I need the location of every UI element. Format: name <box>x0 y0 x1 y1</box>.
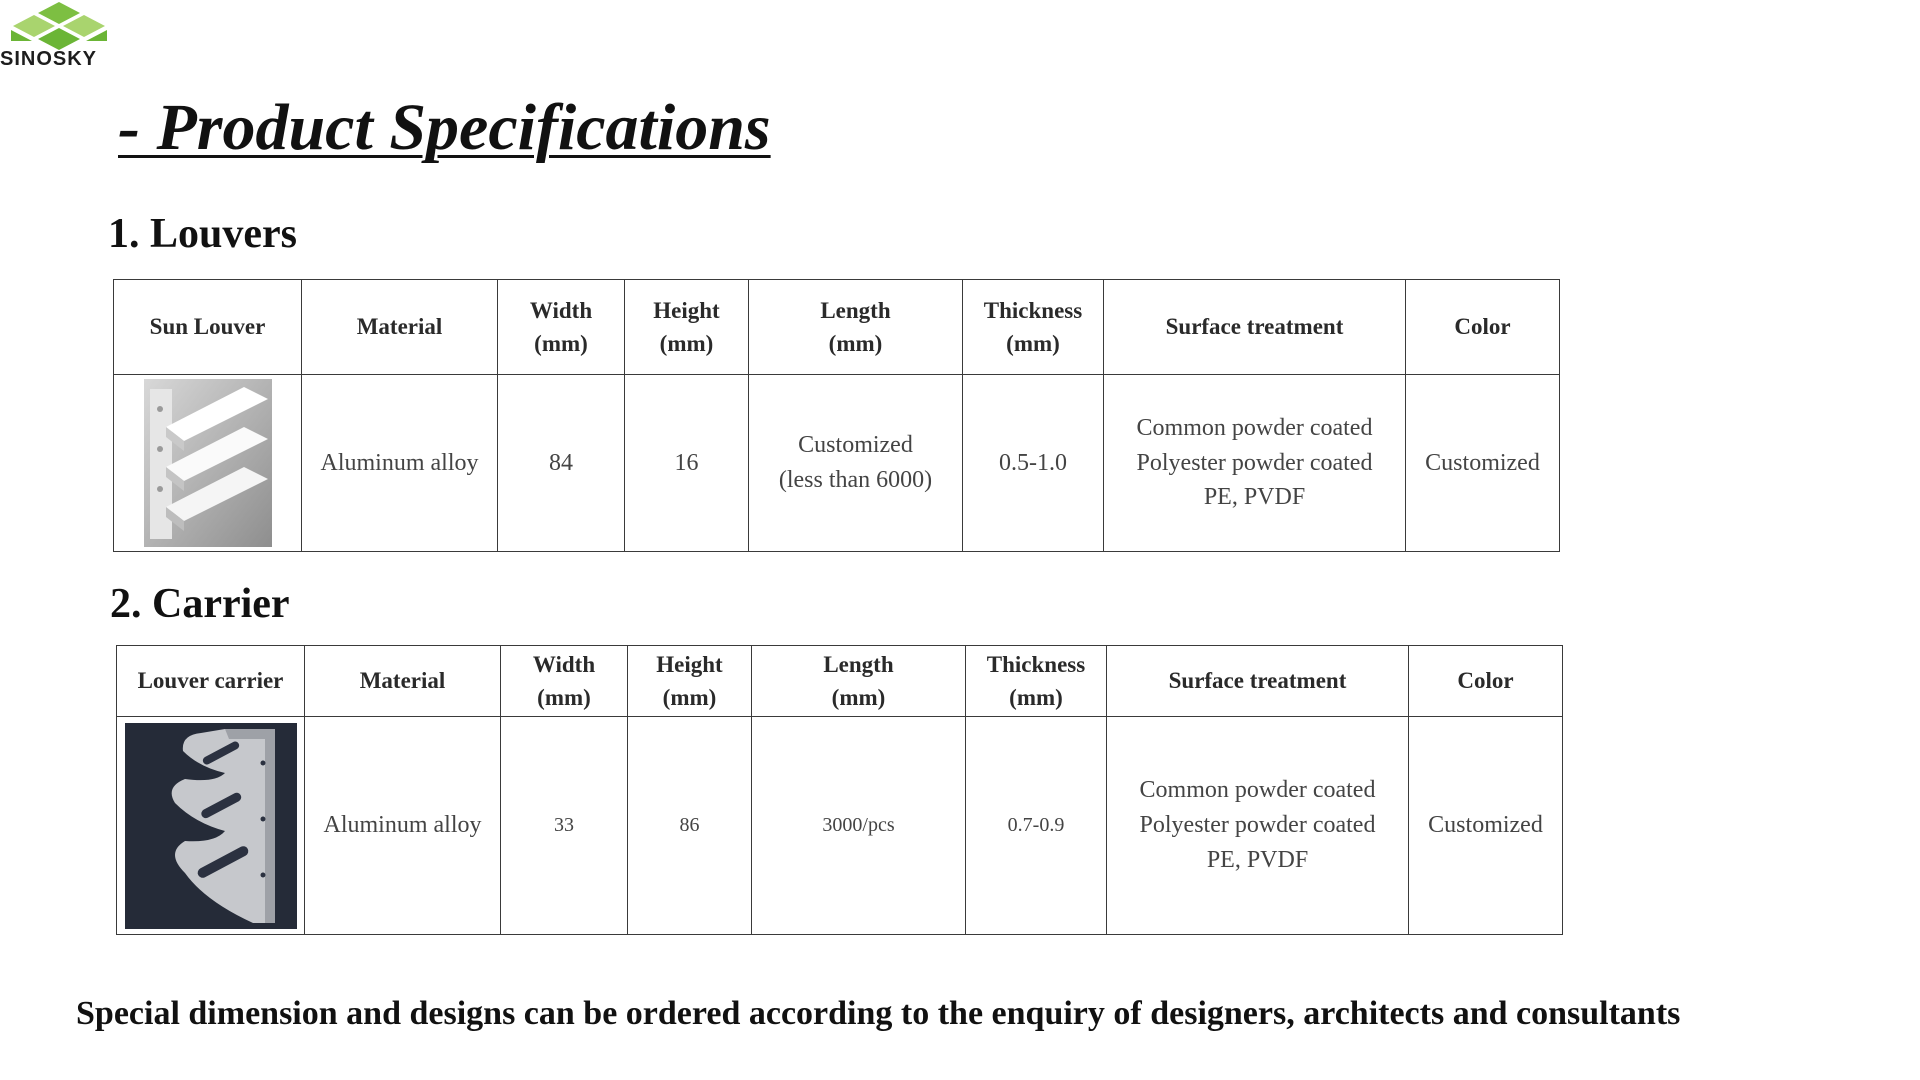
louvers-spec-table <box>113 279 1560 552</box>
page-title: - Product Specifications <box>118 91 771 164</box>
section-louvers-heading: 1. Louvers <box>108 211 297 257</box>
cell-length: 3000/pcs <box>752 717 966 935</box>
cell-length: Customized (less than 6000) <box>749 375 963 552</box>
cell-thickness: 0.7-0.9 <box>966 717 1107 935</box>
header-color: Color <box>1406 280 1560 375</box>
header-material: Material <box>302 280 498 375</box>
header-product: Louver carrier <box>117 646 305 717</box>
cell-height: 16 <box>625 375 749 552</box>
footer-note: Special dimension and designs can be ordered according to the enquiry of designers, architects and consultants <box>76 995 1681 1032</box>
sinosky-logo <box>0 0 130 75</box>
product-image-cell <box>117 717 305 935</box>
header-surface-treatment: Surface treatment <box>1107 646 1409 717</box>
cell-surface-treatment: Common powder coated Polyester powder coated PE, PVDF <box>1107 717 1409 935</box>
product-image-cell <box>114 375 302 552</box>
cell-color: Customized <box>1406 375 1560 552</box>
table-row <box>114 375 1560 552</box>
cell-material: Aluminum alloy <box>305 717 501 935</box>
logo-text: SINOSKY <box>0 48 98 70</box>
sun-louver-photo-icon <box>144 379 272 547</box>
header-width: Width (mm) <box>498 280 625 375</box>
header-color: Color <box>1409 646 1563 717</box>
header-height: Height (mm) <box>625 280 749 375</box>
cell-thickness: 0.5-1.0 <box>963 375 1104 552</box>
header-thickness: Thickness (mm) <box>963 280 1104 375</box>
cell-width: 84 <box>498 375 625 552</box>
header-width: Width (mm) <box>501 646 628 717</box>
diamond-logo-icon <box>6 0 112 52</box>
header-surface-treatment: Surface treatment <box>1104 280 1406 375</box>
cell-material: Aluminum alloy <box>302 375 498 552</box>
section-carrier-heading: 2. Carrier <box>110 581 290 627</box>
cell-height: 86 <box>628 717 752 935</box>
header-height: Height (mm) <box>628 646 752 717</box>
cell-surface-treatment: Common powder coated Polyester powder coated PE, PVDF <box>1104 375 1406 552</box>
cell-width: 33 <box>501 717 628 935</box>
carrier-spec-table <box>116 645 1563 935</box>
header-product: Sun Louver <box>114 280 302 375</box>
header-length: Length (mm) <box>749 280 963 375</box>
header-length: Length (mm) <box>752 646 966 717</box>
table-header-row <box>114 280 1560 375</box>
table-row <box>117 717 1563 935</box>
header-thickness: Thickness (mm) <box>966 646 1107 717</box>
louver-carrier-photo-icon <box>125 723 297 929</box>
cell-color: Customized <box>1409 717 1563 935</box>
table-header-row <box>117 646 1563 717</box>
header-material: Material <box>305 646 501 717</box>
